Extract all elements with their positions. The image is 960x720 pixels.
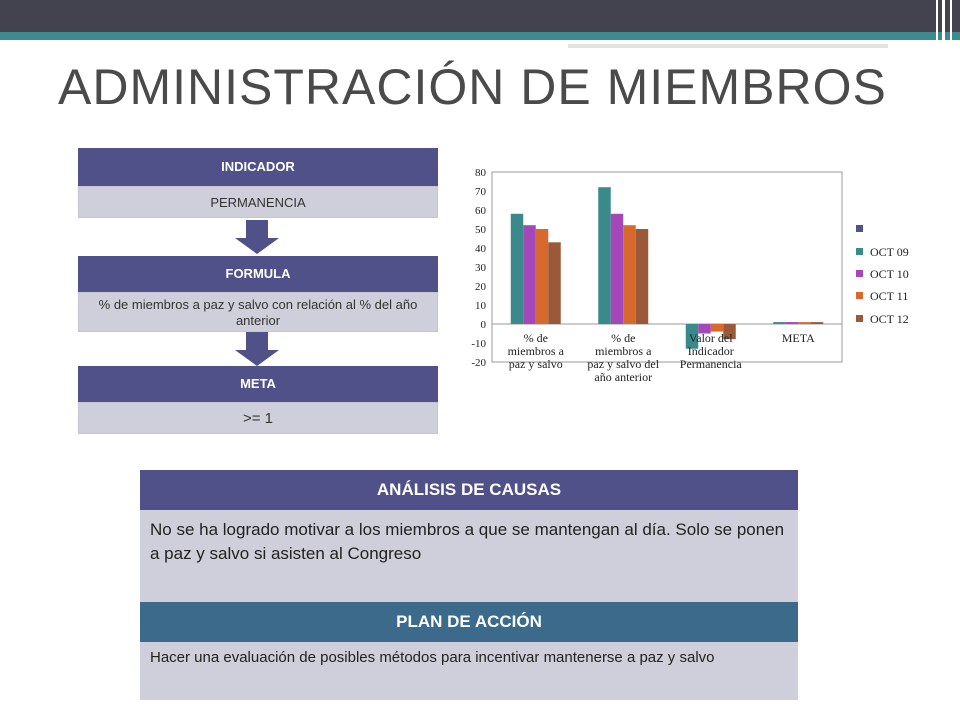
- top-bar: [0, 0, 960, 32]
- legend-swatch: [856, 225, 863, 232]
- bar-chart: [452, 158, 914, 398]
- y-tick-label: -20: [471, 357, 486, 369]
- y-tick-label: 60: [475, 205, 486, 217]
- x-category-label: % de: [611, 331, 636, 345]
- x-category-label: miembros a: [595, 344, 652, 358]
- y-tick-label: 80: [475, 167, 486, 179]
- x-category-label: paz y salvo: [508, 357, 563, 371]
- y-tick-label: 70: [475, 186, 486, 198]
- x-category-label: % de: [523, 331, 548, 345]
- x-category-label: paz y salvo del: [587, 357, 660, 371]
- plan-text: Hacer una evaluación de posibles métodos para incentivar mantenerse a paz y salvo: [140, 642, 798, 700]
- formula-header: FORMULA: [78, 256, 438, 292]
- analysis-text: No se ha logrado motivar a los miembros a que se mantengan al día. Solo se ponen a paz y salvo si asisten al Congreso: [140, 510, 798, 602]
- analysis-header: ANÁLISIS DE CAUSAS: [140, 470, 798, 510]
- formula-value: % de miembros a paz y salvo con relación al % del año anterior: [78, 292, 438, 332]
- x-category-label: miembros a: [507, 344, 564, 358]
- meta-value: >= 1: [78, 402, 438, 434]
- legend-swatch: [856, 292, 863, 299]
- flow-arrow-2: [235, 332, 279, 368]
- y-tick-label: 30: [475, 262, 486, 274]
- y-tick-label: 0: [480, 319, 486, 331]
- x-category-label: Permanencia: [679, 357, 742, 371]
- bar-oct-10: [611, 214, 624, 324]
- bar-oct-12: [548, 242, 561, 324]
- bar-oct-11: [798, 322, 811, 324]
- legend-label: OCT 10: [870, 267, 909, 281]
- bar-oct-10: [786, 322, 799, 324]
- legend-label: OCT 12: [870, 312, 909, 326]
- legend-label: OCT 09: [870, 245, 909, 259]
- legend-label: OCT 11: [870, 289, 909, 303]
- bar-oct-09: [773, 322, 786, 324]
- top-accent-bar: [0, 32, 960, 40]
- bar-oct-12: [811, 322, 824, 324]
- bar-oct-10: [523, 225, 536, 324]
- flow-arrow-1: [235, 220, 279, 256]
- bar-oct-12: [636, 229, 649, 324]
- bar-oct-11: [536, 229, 549, 324]
- legend-swatch: [856, 248, 863, 255]
- legend-swatch: [856, 270, 863, 277]
- bar-oct-09: [511, 214, 524, 324]
- bar-oct-11: [623, 225, 636, 324]
- plan-header: PLAN DE ACCIÓN: [140, 602, 798, 642]
- page-title: ADMINISTRACIÓN DE MIEMBROS: [58, 59, 887, 115]
- indicador-value: PERMANENCIA: [78, 186, 438, 218]
- x-category-label: Valor del: [688, 331, 733, 345]
- x-category-label: Indicador: [687, 344, 734, 358]
- y-tick-label: 50: [475, 224, 486, 236]
- right-stripes: [930, 0, 960, 720]
- bar-oct-09: [598, 187, 611, 324]
- x-category-label: META: [781, 331, 815, 345]
- y-tick-label: 20: [475, 281, 486, 293]
- title-accent-line: [568, 44, 888, 48]
- indicador-header: INDICADOR: [78, 148, 438, 186]
- meta-header: META: [78, 366, 438, 402]
- y-tick-label: 40: [475, 243, 486, 255]
- legend-swatch: [856, 315, 863, 322]
- y-tick-label: -10: [471, 338, 486, 350]
- x-category-label: año anterior: [594, 370, 653, 384]
- y-tick-label: 10: [475, 300, 486, 312]
